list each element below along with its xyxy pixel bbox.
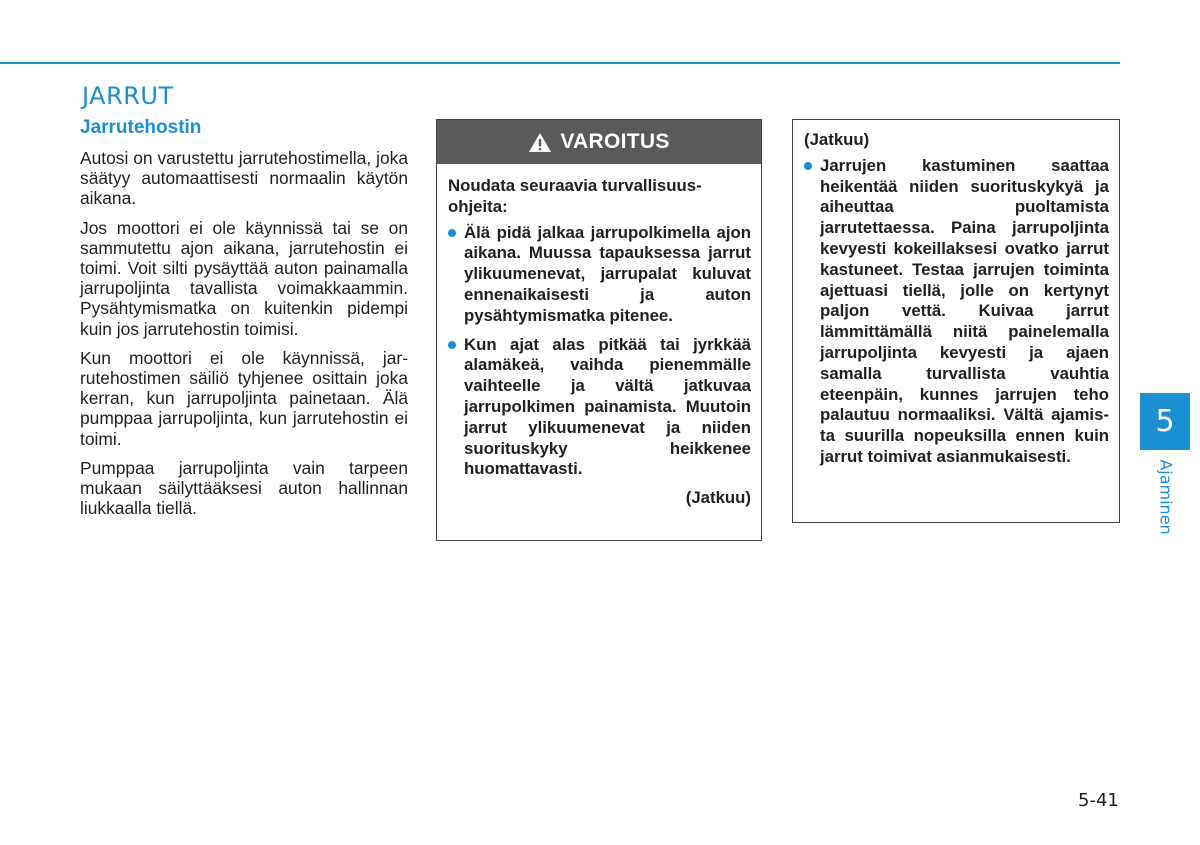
- warning-intro: Noudata seuraavia turvallisuusohjeita:: [448, 176, 702, 216]
- bullet-text: Jarrujen kastuminen saattaa heikentää niiden suorituskykyä ja aiheuttaa puoltamista jarrutettaessa. Paina jarrupoljinta kevyesti kokeillaksesi ovatko jarrut kastuneet. Testaa jarrujen toiminta ajettuasi tiellä, jolle on kertynyt paljon vettä. Kuivaa jarrut lämmittämällä niitä painelemalla jarrupoljinta kevyesti ja ajaen samalla turvallista vauhtia eteenpäin, kunnes jarrujen teho palautuu normaaliksi. Vältä ajamista suurilla nopeuksilla ennen kuin jarrut toimivat asianmukaisesti.: [820, 155, 1109, 466]
- chapter-label: Ajaminen: [1156, 459, 1176, 535]
- warning-body: [437, 164, 761, 509]
- paragraph: Kun moottori ei ole käynnissä, jarrutehostimen säiliö tyhjenee osittain joka kerran, kun jarrupoljinta painetaan. Älä pumppaa jarrupoljinta, kun jarrutehostin ei toimi.: [80, 347, 408, 449]
- continuation-bullet-list: [804, 156, 1109, 468]
- bullet-icon: [804, 162, 812, 170]
- warning-triangle-icon: [528, 132, 552, 153]
- list-item: [448, 335, 751, 481]
- page-number: 5-41: [1078, 790, 1119, 811]
- paragraph: Jos moottori ei ole käynnissä tai se on sammutettu ajon aikana, jarrutehostin ei toimi. Voit silti pysäyttää auton painamalla jarrupoljinta tavallista voimakkaammin. Pysähtymismatka on kuitenkin pidempi kuin jos jarrutehostin toimisi.: [80, 217, 408, 339]
- subheading: Jarrutehostin: [80, 117, 202, 138]
- paragraph: Pumppaa jarrupoljinta vain tarpeen mukaan säilyttääksesi auton hallinnan liukkaalla tiellä.: [80, 457, 408, 519]
- continued-label: (Jatkuu): [685, 488, 751, 508]
- warning-box: [436, 119, 762, 541]
- bullet-icon: [448, 341, 456, 349]
- bullet-icon: [448, 229, 456, 237]
- warning-header: [437, 120, 761, 164]
- main-text-column: [80, 117, 408, 527]
- continued-heading: (Jatkuu): [804, 130, 870, 149]
- top-rule: [0, 62, 1120, 64]
- chapter-number-tab: 5: [1140, 393, 1190, 450]
- list-item: [804, 156, 1109, 468]
- section-title: JARRUT: [82, 82, 174, 110]
- warning-bullet-list: [448, 223, 751, 481]
- list-item: [448, 223, 751, 327]
- paragraph: Autosi on varustettu jarrutehostimella, joka säätyy automaattisesti normaalin käytön aikana.: [80, 148, 408, 209]
- warning-title: VAROITUS: [560, 130, 670, 153]
- bullet-text: Kun ajat alas pitkää tai jyrkkää alamäkeä, vaihda pienemmälle vaihteelle ja vältä jatkuvaa jarrupolkimen painamista. Muutoin jarrut ylikuumenevat ja niiden suorituskyky heikkenee huomattavasti.: [464, 334, 751, 479]
- continuation-box: [792, 119, 1120, 523]
- bullet-text: Älä pidä jalkaa jarrupolkimella ajon aikana. Muussa tapauksessa jarrut ylikuumenevat, jarrupalat kuluvat ennenaikaisesti ja auton pysähtymismatka pitenee.: [464, 222, 751, 325]
